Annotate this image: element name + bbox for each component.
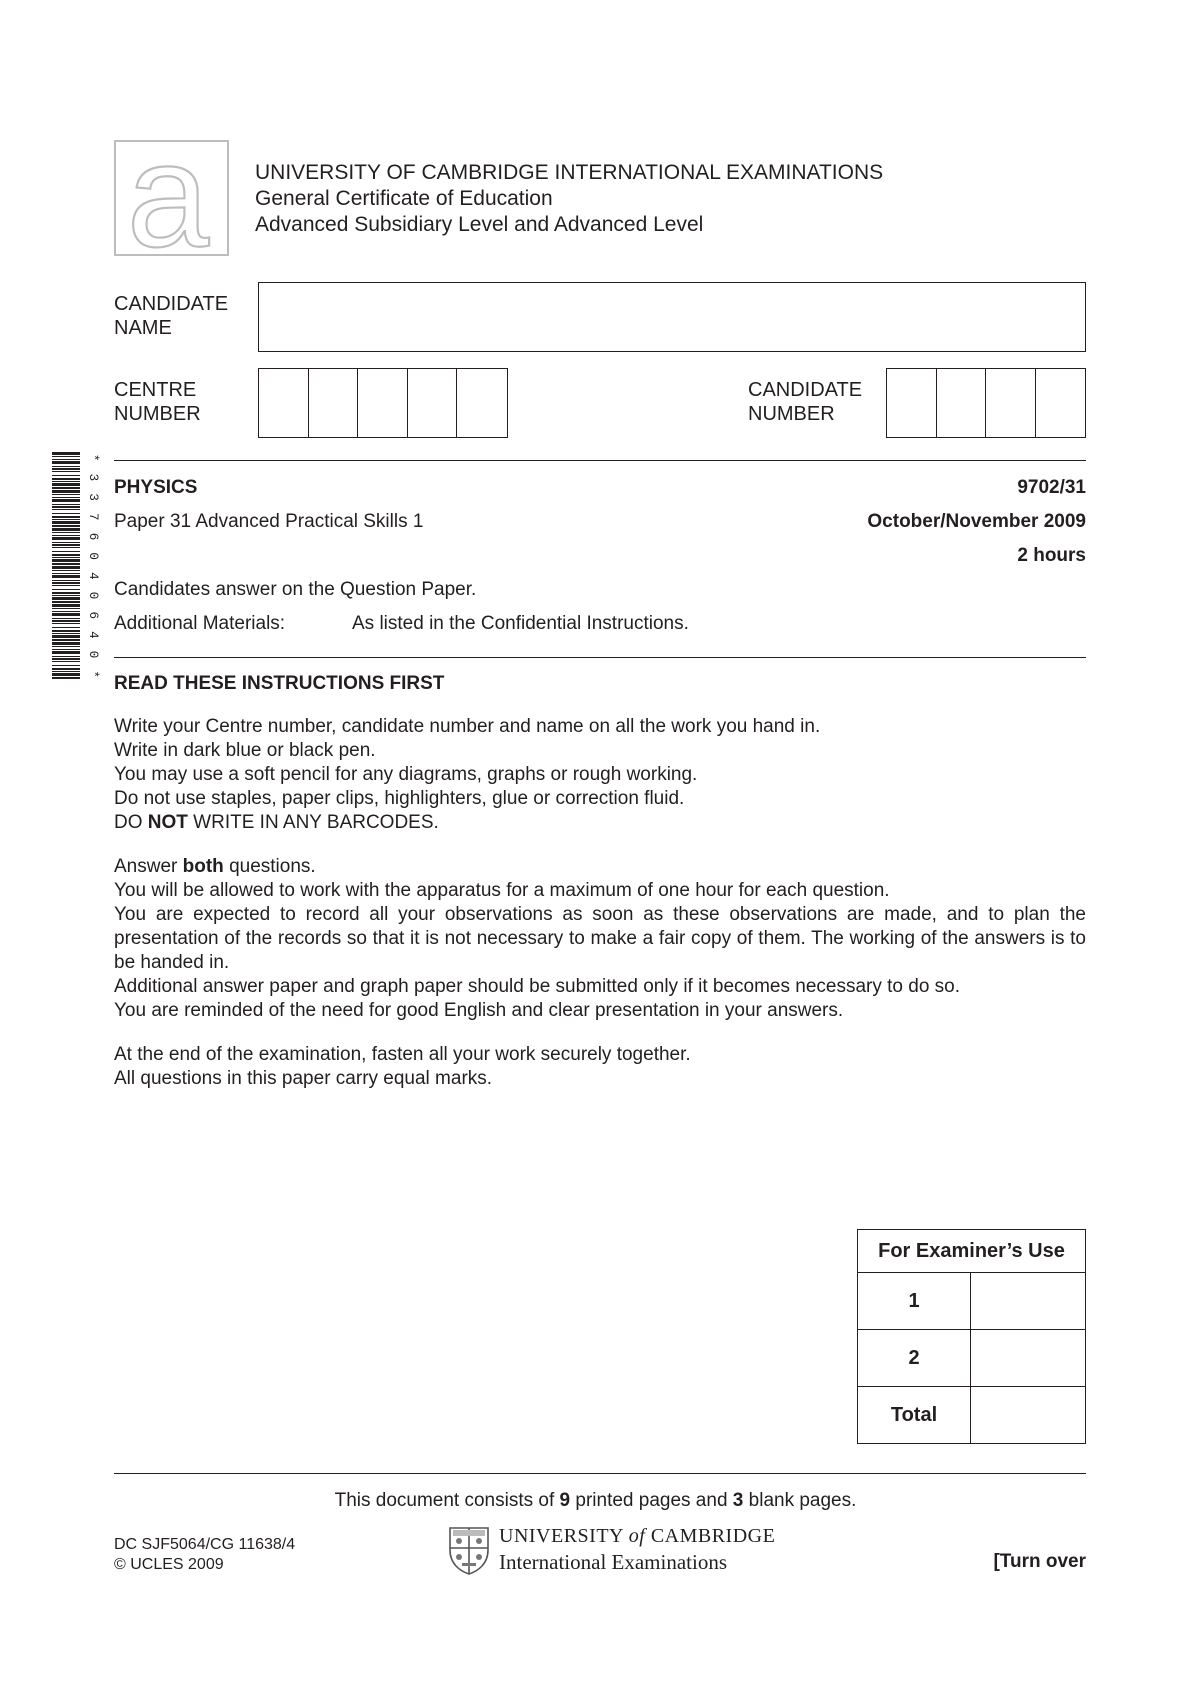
logo-letter: a xyxy=(126,113,210,278)
cie-a-logo xyxy=(114,113,229,278)
barcode-bar xyxy=(52,573,80,574)
examiner-table-heading: For Examiner’s Use xyxy=(858,1230,1086,1273)
instruction-line: At the end of the examination, fasten all your work securely together. xyxy=(114,1044,691,1065)
examiner-use-table xyxy=(857,1229,1086,1444)
instructions-body xyxy=(114,715,1086,1091)
examiner-mark-cell xyxy=(971,1273,1086,1330)
divider xyxy=(114,657,1086,658)
barcode-bar xyxy=(52,481,80,482)
candidate-number-cell[interactable] xyxy=(986,369,1036,437)
barcode-bar xyxy=(52,532,80,533)
barcode-bar xyxy=(52,528,80,531)
barcode-bar xyxy=(52,557,80,558)
centre-number-cell[interactable] xyxy=(358,369,408,437)
barcode-bar xyxy=(52,585,80,586)
barcode-bar xyxy=(52,671,80,672)
cambridge-crest-icon xyxy=(448,1526,490,1576)
materials-label: Additional Materials: xyxy=(114,613,286,634)
barcode-bar xyxy=(52,604,80,607)
barcode-bar xyxy=(52,544,80,546)
barcode-bar xyxy=(52,668,80,670)
barcode-bar xyxy=(52,537,80,540)
candidate-name-field[interactable] xyxy=(258,282,1086,352)
barcode-bar xyxy=(52,635,80,638)
barcode-bar xyxy=(52,601,80,603)
barcode-bar xyxy=(52,623,80,624)
barcode-bar xyxy=(52,535,80,536)
examiner-mark-cell xyxy=(971,1387,1086,1444)
instruction-line: All questions in this paper carry equal marks. xyxy=(114,1068,493,1089)
page-count-note: This document consists of 9 printed pages and 3 blank pages. xyxy=(334,1490,857,1511)
barcode-bar xyxy=(52,563,80,565)
syllabus-code: 9702/31 xyxy=(1017,477,1086,498)
instruction-line: Write your Centre number, candidate number and name on all the work you hand in. xyxy=(114,716,821,737)
exam-duration: 2 hours xyxy=(1017,545,1086,566)
barcode-bar xyxy=(52,618,80,619)
instruction-line: You are expected to record all your observations as soon as these observations are made, and to plan the presentation of the records so that it is not necessary to make a fair copy of them. The working of the answers is to be handed in. xyxy=(114,904,1086,973)
examiner-row-label: 2 xyxy=(858,1330,971,1387)
candidate-number-label: CANDIDATE NUMBER xyxy=(748,379,863,425)
instruction-line: Additional answer paper and graph paper should be submitted only if it becomes necessary to do so. xyxy=(114,976,961,997)
centre-number-cell[interactable] xyxy=(457,369,507,437)
barcode-bar xyxy=(52,566,80,569)
barcode-number: *3376040640* xyxy=(86,454,100,678)
barcode-bar xyxy=(52,608,80,609)
barcode-bar xyxy=(52,627,80,628)
barcode-bar xyxy=(52,613,80,616)
barcode xyxy=(52,452,100,680)
answer-note: Candidates answer on the Question Paper. xyxy=(114,579,477,600)
barcode-bar xyxy=(52,499,80,502)
barcode-bar xyxy=(52,516,80,518)
barcode-bar xyxy=(52,649,80,650)
barcode-bar xyxy=(52,468,80,470)
barcode-bar xyxy=(52,542,80,543)
instruction-line: You may use a soft pencil for any diagrams, graphs or rough working. xyxy=(114,764,698,785)
instruction-line: You will be allowed to work with the apparatus for a maximum of one hour for each question. xyxy=(114,880,890,901)
barcode-bar xyxy=(52,651,80,654)
barcode-bar xyxy=(52,582,80,584)
barcode-bar xyxy=(52,658,80,660)
barcode-bar xyxy=(52,620,80,622)
barcode-bar xyxy=(52,633,80,634)
centre-number-cell[interactable] xyxy=(259,369,309,437)
barcode-bar xyxy=(52,673,80,676)
candidate-number-field[interactable] xyxy=(886,368,1086,438)
examiner-row-label: Total xyxy=(858,1387,971,1444)
barcode-bar xyxy=(52,554,80,556)
barcode-bar xyxy=(52,483,80,486)
instruction-line: You are reminded of the need for good English and clear presentation in your answers. xyxy=(114,1000,844,1021)
materials-value: As listed in the Confidential Instructions. xyxy=(352,613,689,634)
qualification-title: General Certificate of Education xyxy=(255,187,553,210)
candidate-number-cell[interactable] xyxy=(887,369,937,437)
barcode-bar xyxy=(52,580,80,581)
subject-title: PHYSICS xyxy=(114,477,198,498)
barcode-bar xyxy=(52,665,80,666)
copyright-notice: © UCLES 2009 xyxy=(114,1556,224,1573)
barcode-bar xyxy=(52,478,80,480)
barcode-bar xyxy=(52,475,80,476)
centre-number-cell[interactable] xyxy=(309,369,359,437)
barcode-bar xyxy=(52,509,80,510)
barcode-bar xyxy=(52,589,80,590)
barcode-bar xyxy=(52,642,80,645)
candidate-name-label: CANDIDATE NAME xyxy=(114,293,229,339)
divider xyxy=(114,460,1086,461)
barcode-bar xyxy=(52,646,80,647)
barcode-bar xyxy=(52,592,80,594)
barcode-bar xyxy=(52,513,80,514)
barcode-bar xyxy=(52,551,80,552)
barcode-bar xyxy=(52,570,80,571)
examiner-row-label: 1 xyxy=(858,1273,971,1330)
barcode-bar xyxy=(52,519,80,520)
barcode-bar xyxy=(52,471,80,472)
barcode-bar xyxy=(52,487,80,489)
barcode-bar xyxy=(52,456,80,457)
instruction-line: Answer both questions. xyxy=(114,856,316,877)
barcode-bar xyxy=(52,595,80,596)
instruction-line: Write in dark blue or black pen. xyxy=(114,740,376,761)
turn-over-note: [Turn over xyxy=(993,1551,1086,1572)
qualification-level: Advanced Subsidiary Level and Advanced Level xyxy=(255,213,704,236)
barcode-bar xyxy=(52,490,80,493)
barcode-bar xyxy=(52,547,80,548)
barcode-bar xyxy=(52,452,80,455)
barcode-bar xyxy=(52,677,80,679)
barcode-bar xyxy=(52,639,80,641)
barcode-bar xyxy=(52,611,80,612)
document-reference: DC SJF5064/CG 11638/4 xyxy=(114,1536,296,1553)
barcode-bar xyxy=(52,656,80,657)
ucie-subtitle: International Examinations xyxy=(499,1550,728,1574)
barcode-bar xyxy=(52,506,80,508)
paper-name: Paper 31 Advanced Practical Skills 1 xyxy=(114,511,424,532)
instruction-line: DO NOT WRITE IN ANY BARCODES. xyxy=(114,812,439,833)
barcode-bar xyxy=(52,497,80,498)
examiner-mark-cell xyxy=(971,1330,1086,1387)
exam-session: October/November 2009 xyxy=(867,511,1086,532)
centre-number-cell[interactable] xyxy=(408,369,458,437)
board-name: UNIVERSITY OF CAMBRIDGE INTERNATIONAL EXAMINATIONS xyxy=(255,161,884,184)
barcode-bar xyxy=(52,525,80,527)
instructions-heading: READ THESE INSTRUCTIONS FIRST xyxy=(114,673,445,694)
instruction-line: Do not use staples, paper clips, highlighters, glue or correction fluid. xyxy=(114,788,685,809)
barcode-bar xyxy=(52,559,80,562)
centre-number-field[interactable] xyxy=(258,368,508,438)
barcode-bar xyxy=(52,661,80,662)
barcode-bar xyxy=(52,459,80,460)
divider xyxy=(114,1473,1086,1474)
barcode-bar xyxy=(52,494,80,495)
barcode-bar xyxy=(52,504,80,505)
ucie-name: UNIVERSITY of CAMBRIDGE xyxy=(499,1525,776,1547)
barcode-bar xyxy=(52,575,80,578)
barcode-bar xyxy=(52,466,80,467)
candidate-number-cell[interactable] xyxy=(1036,369,1086,437)
barcode-bar xyxy=(52,597,80,600)
candidate-number-cell[interactable] xyxy=(937,369,987,437)
centre-number-label: CENTRE NUMBER xyxy=(114,379,201,425)
barcode-bar xyxy=(52,630,80,632)
barcode-bar xyxy=(52,521,80,524)
barcode-bar xyxy=(52,461,80,464)
